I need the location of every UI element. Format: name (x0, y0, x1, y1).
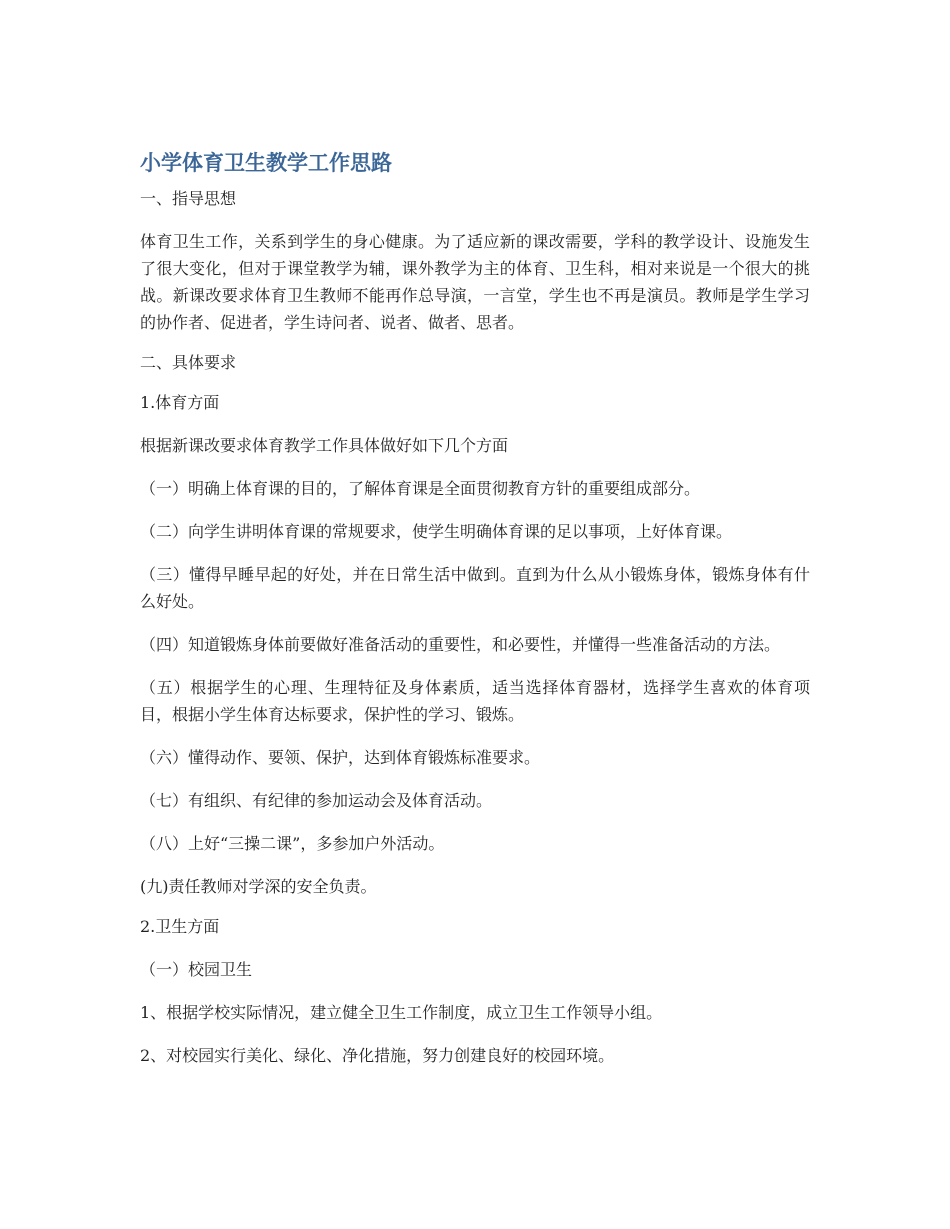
section-heading-guiding-thought: 一、指导思想 (140, 189, 237, 208)
document-page (140, 148, 810, 1085)
list-item-pe-3: （三）懂得早睡早起的好处，并在日常生活中做到。直到为什么从小锻炼身体，锻炼身体有什么好处。 (140, 565, 810, 611)
subsection-heading-pe: 1.体育方面 (140, 393, 220, 412)
paragraph-pe-intro: 根据新课改要求体育教学工作具体做好如下几个方面 (140, 436, 509, 455)
list-item-pe-4: （四）知道锻炼身体前要做好准备活动的重要性，和必要性，并懂得一些准备活动的方法。 (140, 635, 781, 654)
list-item-pe-8: （八）上好“三操二课”，多参加户外活动。 (140, 834, 445, 853)
list-item-hygiene-2: 2、对校园实行美化、绿化、净化措施，努力创建良好的校园环境。 (140, 1046, 615, 1065)
paragraph-guiding-thought: 体育卫生工作，关系到学生的身心健康。为了适应新的课改需要，学科的教学设计、设施发生了很大变化，但对于课堂教学为辅，课外教学为主的体育、卫生科，相对来说是一个很大的挑战。新课改要求体育卫生教师不能再作总导演，一言堂，学生也不再是演员。教师是学生学习的协作者、促进者，学生诗问者、说者、做者、思者。 (140, 232, 810, 332)
list-item-hygiene-1: 1、根据学校实际情况，建立健全卫生工作制度，成立卫生工作领导小组。 (140, 1003, 663, 1022)
list-item-pe-2: （二）向学生讲明体育课的常规要求，使学生明确体育课的足以事项，上好体育课。 (140, 522, 733, 541)
list-item-pe-7: （七）有组织、有纪律的参加运动会及体育活动。 (140, 791, 493, 810)
section-heading-requirements: 二、具体要求 (140, 353, 237, 372)
list-item-pe-5: （五）根据学生的心理、生理特征及身体素质，适当选择体育器材，选择学生喜欢的体育项目，根据小学生体育达标要求，保护性的学习、锻炼。 (140, 678, 810, 724)
list-item-pe-9: (九)责任教师对学深的安全负责。 (140, 877, 377, 896)
list-item-pe-1: （一）明确上体育课的目的，了解体育课是全面贯彻教育方针的重要组成部分。 (140, 479, 701, 498)
document-title: 小学体育卫生教学工作思路 (140, 151, 392, 175)
subsection-heading-hygiene: 2.卫生方面 (140, 917, 220, 936)
list-item-pe-6: （六）懂得动作、要领、保护，达到体育锻炼标准要求。 (140, 748, 541, 767)
list-item-hygiene-campus: （一）校园卫生 (140, 960, 253, 979)
